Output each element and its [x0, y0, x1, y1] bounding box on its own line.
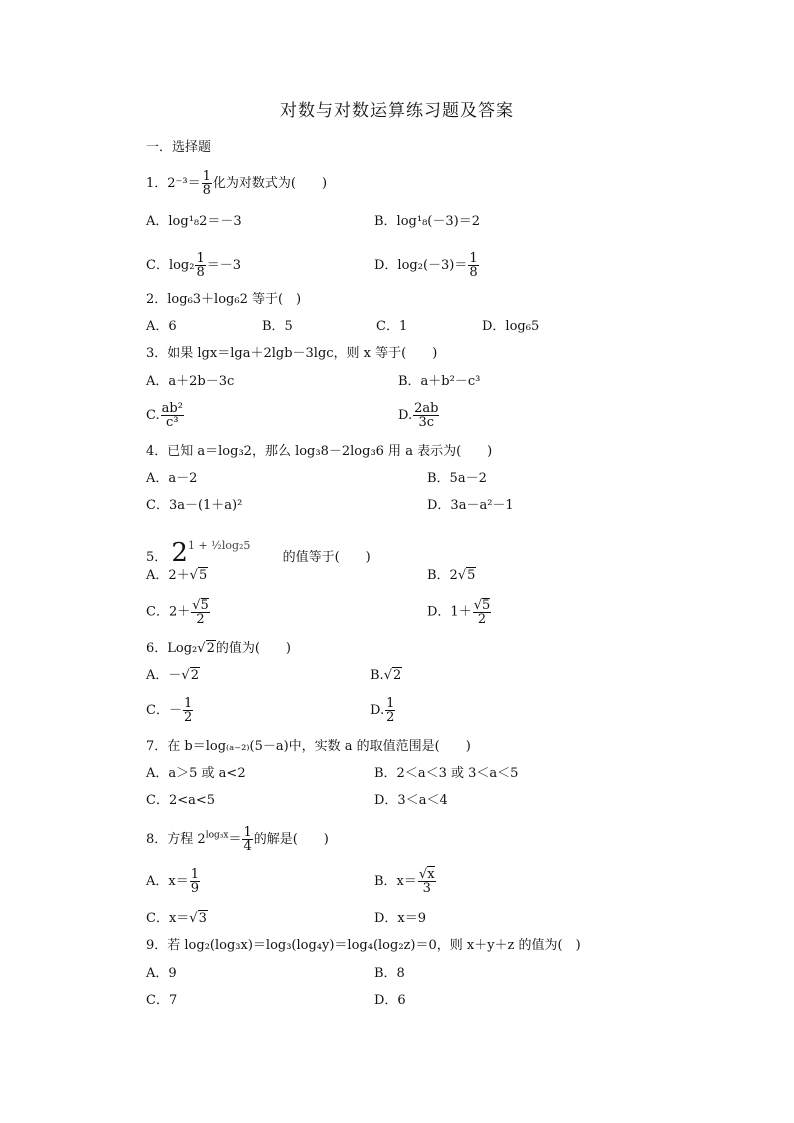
q4-option-d[interactable]: D．3a－a²－1	[427, 498, 514, 513]
q3-option-a[interactable]: A．a＋2b－3c	[146, 374, 235, 389]
question-5: 5． $2^{1 + \frac{1}{2}log_25}$ 的值等于( )	[146, 538, 371, 568]
section-heading: 一．选择题	[146, 140, 212, 155]
fraction: $\frac{1}{4}$	[243, 825, 252, 854]
q6-option-b[interactable]: B.√2	[370, 668, 402, 683]
q7-option-a[interactable]: A．a＞5 或 a<2	[146, 766, 246, 781]
q9-option-a[interactable]: A．9	[146, 966, 177, 981]
q5-option-d[interactable]: D．1＋ $\frac{√5}{2}$	[427, 598, 491, 627]
fraction: $\frac{1}{9}$	[190, 867, 200, 896]
fraction: $\frac{2ab}{3c}$	[414, 401, 439, 430]
q2-option-a[interactable]: A．6	[146, 319, 177, 334]
question-1: 1．2⁻³＝ $\frac{1}{8}$ 化为对数式为( )	[146, 169, 328, 198]
q7-option-d[interactable]: D．3＜a＜4	[374, 793, 448, 808]
sqrt-sign: √2	[181, 668, 199, 683]
q3-option-d[interactable]: D. $\frac{2ab}{3c}$	[398, 401, 439, 430]
question-2: 2．log₆3＋log₆2 等于( )	[146, 292, 302, 307]
question-9: 9．若 log₂(log₃x)＝log₃(log₄y)＝log₄(log₂z)＝0，则 x＋y＋z 的值为( )	[146, 938, 581, 953]
sqrt-sign: √2	[197, 641, 215, 656]
fraction: $\frac{1}{8}$	[469, 251, 478, 280]
fraction: $\frac{1}{8}$	[196, 251, 205, 280]
fraction: $\frac{1}{2}$	[183, 696, 193, 725]
sqrt-sign: √5	[189, 568, 208, 583]
fraction: $\frac{\text{ab²}}{\text{c³}}$	[161, 401, 183, 430]
q7-option-c[interactable]: C．2<a<5	[146, 793, 216, 808]
q1-option-a[interactable]: A．log¹₈2＝－3	[146, 214, 242, 229]
question-8: 8．方程 $2^{log_3x}=$ $\frac{1}{4}$ 的解是( )	[146, 825, 329, 854]
q5-option-b[interactable]: B．2√5	[427, 568, 476, 583]
q9-option-d[interactable]: D．6	[374, 993, 406, 1008]
question-3: 3．如果 lgx＝lga＋2lgb－3lgc，则 x 等于( )	[146, 346, 438, 361]
q8-option-b[interactable]: B．x＝ $\frac{√x}{3}$	[374, 867, 435, 896]
question-6: 6．Log₂√2的值为( )	[146, 641, 291, 656]
sqrt-sign: √3	[189, 911, 207, 926]
q8-option-a[interactable]: A．x＝ $\frac{1}{9}$	[146, 867, 200, 896]
q3-option-b[interactable]: B．a＋b²－c³	[398, 374, 481, 389]
q6-option-a[interactable]: A．－√2	[146, 668, 199, 683]
q2-option-c[interactable]: C．1	[376, 319, 408, 334]
power-exponent: 1 + ½log₂5	[187, 539, 251, 552]
power-base: 2	[171, 538, 188, 568]
q2-option-d[interactable]: D．log₆5	[482, 319, 540, 334]
q8-option-d[interactable]: D．x＝9	[374, 911, 427, 926]
fraction: $\frac{√5}{2}$	[192, 598, 209, 627]
q4-option-a[interactable]: A．a－2	[146, 471, 198, 486]
q1-option-d[interactable]: D．log₂(－3)＝ $\frac{1}{8}$	[374, 251, 478, 280]
fraction: $\frac{√x}{3}$	[418, 867, 435, 896]
q6-option-d[interactable]: D. $\frac{1}{2}$	[370, 696, 395, 725]
question-4: 4．已知 a＝log₃2，那么 log₃8－2log₃6 用 a 表示为( )	[146, 444, 493, 459]
q3-option-c[interactable]: C. $\frac{\text{ab²}}{\text{c³}}$	[146, 401, 183, 430]
q5-option-a[interactable]: A．2＋√5	[146, 568, 208, 583]
fraction: $\frac{1}{8}$	[202, 169, 211, 198]
q5-option-c[interactable]: C．2＋ $\frac{√5}{2}$	[146, 598, 209, 627]
q1-option-b[interactable]: B．log¹₈(－3)＝2	[374, 214, 480, 229]
question-7: 7．在 b＝log₍ₐ₋₂₎(5－a)中，实数 a 的取值范围是( )	[146, 739, 471, 754]
fraction: $\frac{√5}{2}$	[473, 598, 491, 627]
q6-option-c[interactable]: C．－ $\frac{1}{2}$	[146, 696, 193, 725]
q4-option-b[interactable]: B．5a－2	[427, 471, 487, 486]
q9-option-b[interactable]: B．8	[374, 966, 405, 981]
q2-option-b[interactable]: B．5	[262, 319, 293, 334]
q1-option-c[interactable]: C．log₂ $\frac{1}{8}$ ＝－3	[146, 251, 242, 280]
q7-option-b[interactable]: B．2＜a＜3 或 3＜a＜5	[374, 766, 519, 781]
sqrt-sign: √5	[457, 568, 476, 583]
sqrt-sign: √2	[383, 668, 402, 683]
page-title: 对数与对数运算练习题及答案	[280, 101, 514, 121]
q9-option-c[interactable]: C．7	[146, 993, 178, 1008]
fraction: $\frac{1}{2}$	[386, 696, 395, 725]
q8-option-c[interactable]: C．x＝√3	[146, 911, 207, 926]
q4-option-c[interactable]: C．3a－(1＋a)²	[146, 498, 243, 513]
